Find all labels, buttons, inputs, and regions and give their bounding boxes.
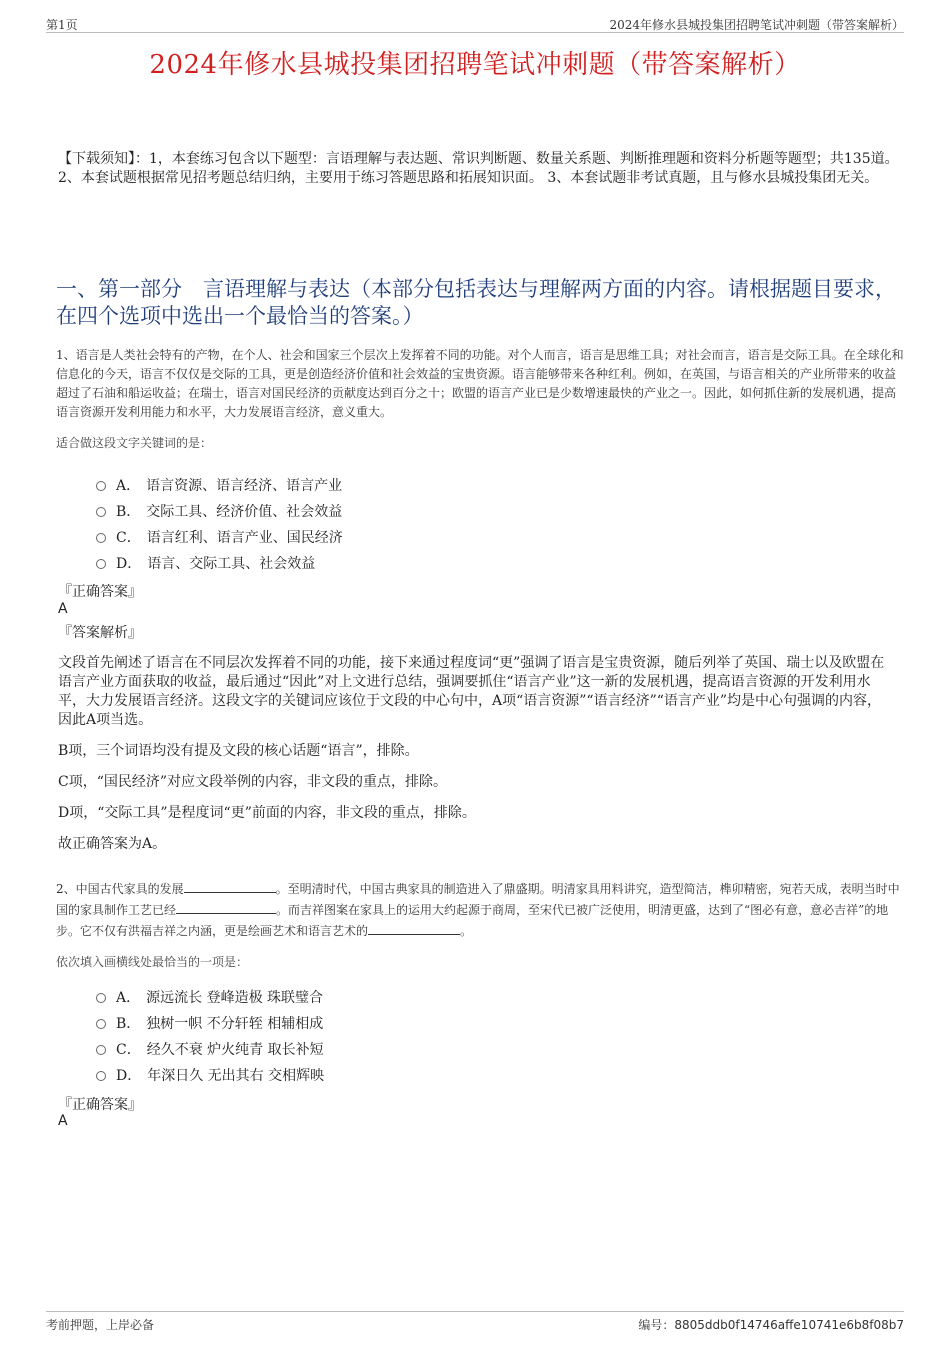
analysis-paragraph: B项，三个词语均没有提及文段的核心话题“语言”，排除。 xyxy=(58,743,419,759)
header-doc-title: 2024年修水县城投集团招聘笔试冲刺题（带答案解析） xyxy=(609,18,904,32)
analysis-paragraph: 文段首先阐述了语言在不同层次发挥着不同的功能，接下来通过程度词“更”强调了语言是宝贵资源，随后列举了英国、瑞士以及欧盟在语言产业方面获取的收益，最后通过“因此”对上文进行总结，强调要抓住“语言产业”这一新的发展机遇，提高语言资源的开发利用水平，大力发展语言经济。这段文字的关键词应该位于文段的中心句中，A项“语言资源”“语言经济”“语言产业”均是中心句强调的内容，因此A项当选。 xyxy=(58,655,885,728)
section-title: 一、第一部分 言语理解与表达（本部分包括表达与理解两方面的内容。请根据题目要求，在四个选项中选出一个最恰当的答案。） xyxy=(56,277,896,328)
radio-icon[interactable] xyxy=(96,1045,106,1055)
radio-icon[interactable] xyxy=(96,533,106,543)
question-1-option-d[interactable]: D． 语言、交际工具、社会效益 xyxy=(96,551,343,577)
question-2-prompt: 依次填入画横线处最恰当的一项是： xyxy=(56,955,249,969)
question-1-answer-label: 『正确答案』 xyxy=(58,584,142,600)
question-1-analysis-label: 『答案解析』 xyxy=(58,625,142,641)
question-1-prompt: 适合做这段文字关键词的是： xyxy=(56,436,213,450)
question-1-option-b[interactable]: B． 交际工具、经济价值、社会效益 xyxy=(96,499,343,525)
radio-icon[interactable] xyxy=(96,1019,106,1029)
question-2-option-c[interactable]: C． 经久不衰 炉火纯青 取长补短 xyxy=(96,1037,324,1063)
page-footer xyxy=(46,1311,904,1332)
question-2-option-d[interactable]: D． 年深日久 无出其右 交相辉映 xyxy=(96,1063,324,1089)
question-2-option-b[interactable]: B． 独树一帜 不分轩轾 相辅相成 xyxy=(96,1011,324,1037)
radio-icon[interactable] xyxy=(96,559,106,569)
radio-icon[interactable] xyxy=(96,481,106,491)
footer-slogan: 考前押题，上岸必备 xyxy=(46,1318,155,1332)
question-1 xyxy=(56,346,904,453)
question-2-option-a[interactable]: A． 源远流长 登峰造极 珠联璧合 xyxy=(96,985,324,1011)
analysis-paragraph: 故正确答案为A。 xyxy=(58,836,167,852)
fill-blank xyxy=(368,922,460,935)
download-notice: 【下载须知】：1，本套练习包含以下题型：言语理解与表达题、常识判断题、数量关系题、判断推理题和资料分析题等题型；共135道。 2、本套试题根据常见招考题总结归纳，主要用于练习答题思路和拓展知识面。 3、本套试题非考试真题，且与修水县城投集团无关。 xyxy=(58,151,899,186)
radio-icon[interactable] xyxy=(96,993,106,1003)
question-2-answer-label: 『正确答案』 xyxy=(58,1097,142,1113)
question-1-answer: A xyxy=(58,601,68,617)
analysis-paragraph: D项，“交际工具”是程度词“更”前面的内容，非文段的重点，排除。 xyxy=(58,805,476,821)
question-2-text: 2、中国古代家具的发展 。至明清时代，中国古典家具的制造进入了鼎盛期。明清家具用料讲究，造型简洁，榫卯精密，宛若天成，表明当时中国的家具制作工艺已经 。而吉祥图案在家具上的运用大约起源于商周，至宋代已被广泛使用，明清更盛，达到了“图必有意，意必吉祥”的地步。它不仅有洪福吉祥之内涵，更是绘画艺术和语言艺术的 。 xyxy=(56,882,900,938)
fill-blank xyxy=(184,880,276,893)
footer-serial: 编号：8805ddb0f14746affe10741e6b8f08b7 xyxy=(638,1318,904,1332)
document-title: 2024年修水县城投集团招聘笔试冲刺题（带答案解析） xyxy=(149,50,801,80)
page-number: 第1页 xyxy=(46,18,78,32)
radio-icon[interactable] xyxy=(96,1071,106,1081)
fill-blank xyxy=(176,901,276,914)
question-1-options xyxy=(96,473,343,577)
question-1-option-a[interactable]: A． 语言资源、语言经济、语言产业 xyxy=(96,473,343,499)
analysis-paragraph: C项，“国民经济”对应文段举例的内容，非文段的重点，排除。 xyxy=(58,774,448,790)
question-1-option-c[interactable]: C． 语言红利、语言产业、国民经济 xyxy=(96,525,343,551)
question-1-analysis xyxy=(58,654,894,866)
question-1-text: 1、语言是人类社会特有的产物，在个人、社会和国家三个层次上发挥着不同的功能。对个人而言，语言是思维工具；对社会而言，语言是交际工具。在全球化和信息化的今天，语言不仅仅是交际的工具，更是创造经济价值和社会效益的宝贵资源。语言能够带来各种红利。例如，在英国，与语言相关的产业所带来的收益超过了石油和船运收益；在瑞士，语言对国民经济的贡献度达到百分之十；欧盟的语言产业已是少数增速最快的产业之一。因此，如何抓住新的发展机遇，提高语言资源开发利用能力和水平，大力发展语言经济，意义重大。 xyxy=(56,348,904,419)
question-2-answer: A xyxy=(58,1113,68,1129)
radio-icon[interactable] xyxy=(96,507,106,517)
question-2 xyxy=(56,879,904,973)
question-2-options xyxy=(96,985,324,1089)
page-header xyxy=(46,14,904,33)
